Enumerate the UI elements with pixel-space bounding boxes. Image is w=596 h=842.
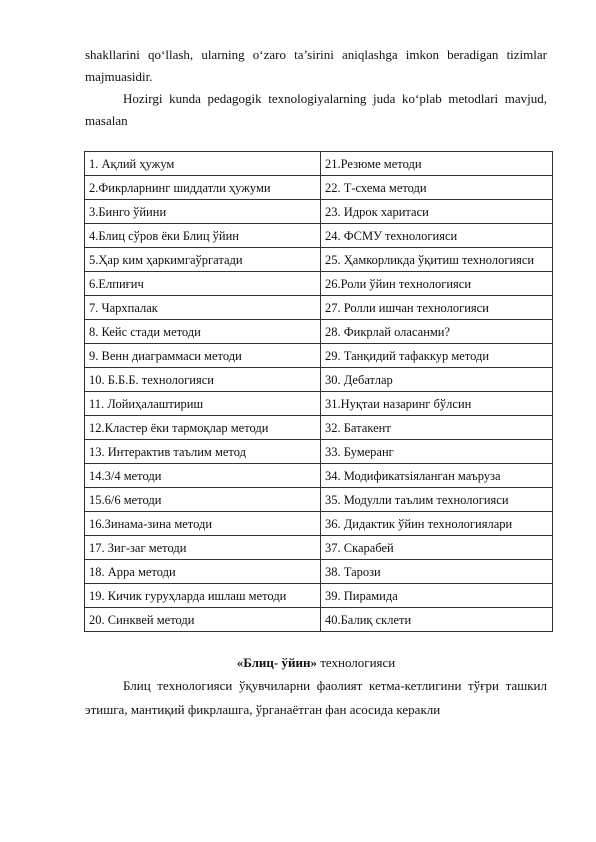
method-cell-right: 27. Ролли ишчан технологияси xyxy=(321,296,553,320)
method-cell-right: 23. Идрок харитаси xyxy=(321,200,553,224)
method-cell-right: 35. Модулли таълим технологияси xyxy=(321,488,553,512)
method-cell-right: 25. Ҳамкорликда ўқитиш технологияси xyxy=(321,248,553,272)
method-cell-left: 6.Елпиғич xyxy=(85,272,321,296)
method-cell-left: 18. Арра методи xyxy=(85,560,321,584)
section-paragraph: Блиц технологияси ўқувчиларни фаолият кетма-кетлигини тўғри ташкил этишга, мантиқий фикрлашга, ўрганаётган фан асосида керакли xyxy=(85,678,547,717)
table-row xyxy=(85,368,553,392)
table-row xyxy=(85,560,553,584)
method-cell-right: 39. Пирамида xyxy=(321,584,553,608)
method-cell-left: 5.Ҳар ким ҳаркимгаўргатади xyxy=(85,248,321,272)
table-row xyxy=(85,320,553,344)
table-row xyxy=(85,488,553,512)
table-row xyxy=(85,392,553,416)
method-cell-left: 12.Кластер ёки тармоқлар методи xyxy=(85,416,321,440)
method-cell-right: 30. Дебатлар xyxy=(321,368,553,392)
table-row xyxy=(85,296,553,320)
table-row xyxy=(85,584,553,608)
method-cell-left: 4.Блиц сўров ёки Блиц ўйин xyxy=(85,224,321,248)
method-cell-left: 9. Венн диаграммаси методи xyxy=(85,344,321,368)
method-cell-left: 8. Кейс стади методи xyxy=(85,320,321,344)
table-row xyxy=(85,200,553,224)
method-cell-left: 17. Зиг-заг методи xyxy=(85,536,321,560)
method-cell-left: 1. Ақлий ҳужум xyxy=(85,152,321,176)
method-cell-right: 21.Резюме методи xyxy=(321,152,553,176)
table-row xyxy=(85,464,553,488)
table-row xyxy=(85,176,553,200)
method-cell-right: 38. Тарози xyxy=(321,560,553,584)
methods-table xyxy=(84,151,553,632)
method-cell-left: 14.3/4 методи xyxy=(85,464,321,488)
table-row xyxy=(85,248,553,272)
method-cell-left: 16.Зинама-зина методи xyxy=(85,512,321,536)
table-row xyxy=(85,152,553,176)
table-row xyxy=(85,224,553,248)
method-cell-left: 19. Кичик гуруҳларда ишлаш методи xyxy=(85,584,321,608)
method-cell-right: 33. Бумеранг xyxy=(321,440,553,464)
method-cell-left: 13. Интерактив таълим метод xyxy=(85,440,321,464)
method-cell-right: 31.Нуқтаи назаринг бўлсин xyxy=(321,392,553,416)
method-cell-left: 10. Б.Б.Б. технологияси xyxy=(85,368,321,392)
method-cell-right: 32. Батакент xyxy=(321,416,553,440)
method-cell-right: 37. Скарабей xyxy=(321,536,553,560)
table-row xyxy=(85,536,553,560)
method-cell-right: 22. Т-схема методи xyxy=(321,176,553,200)
method-cell-left: 20. Синквей методи xyxy=(85,608,321,632)
method-cell-left: 11. Лойиҳалаштириш xyxy=(85,392,321,416)
intro-paragraph-1: shakllarini qo‘llash, ularning o‘zaro ta’sirini aniqlashga imkon beradigan tizimlar majmuasidir. xyxy=(85,47,547,84)
table-row xyxy=(85,512,553,536)
method-cell-right: 40.Балиқ склети xyxy=(321,608,553,632)
method-cell-right: 29. Танқидий тафаккур методи xyxy=(321,344,553,368)
table-row xyxy=(85,440,553,464)
method-cell-right: 24. ФСМУ технологияси xyxy=(321,224,553,248)
method-cell-right: 34. Модификатsiяланган маъруза xyxy=(321,464,553,488)
section-title xyxy=(85,652,547,674)
method-cell-right: 26.Роли ўйин технологияси xyxy=(321,272,553,296)
section-title-bold: «Блиц- ўйин» xyxy=(236,655,317,670)
method-cell-right: 28. Фикрлай оласанми? xyxy=(321,320,553,344)
table-row xyxy=(85,272,553,296)
method-cell-left: 7. Чархпалак xyxy=(85,296,321,320)
method-cell-left: 2.Фикрларнинг шиддатли ҳужуми xyxy=(85,176,321,200)
intro-paragraph-2: Hozirgi kunda pedagogik texnologiyalarning juda ko‘plab metodlari mavjud, masalan xyxy=(85,91,547,128)
table-row xyxy=(85,416,553,440)
document-page xyxy=(85,44,547,722)
table-row xyxy=(85,344,553,368)
method-cell-left: 15.6/6 методи xyxy=(85,488,321,512)
method-cell-left: 3.Бинго ўйини xyxy=(85,200,321,224)
table-row xyxy=(85,608,553,632)
method-cell-right: 36. Дидактик ўйин технологиялари xyxy=(321,512,553,536)
section-title-rest: технологияси xyxy=(316,655,396,670)
